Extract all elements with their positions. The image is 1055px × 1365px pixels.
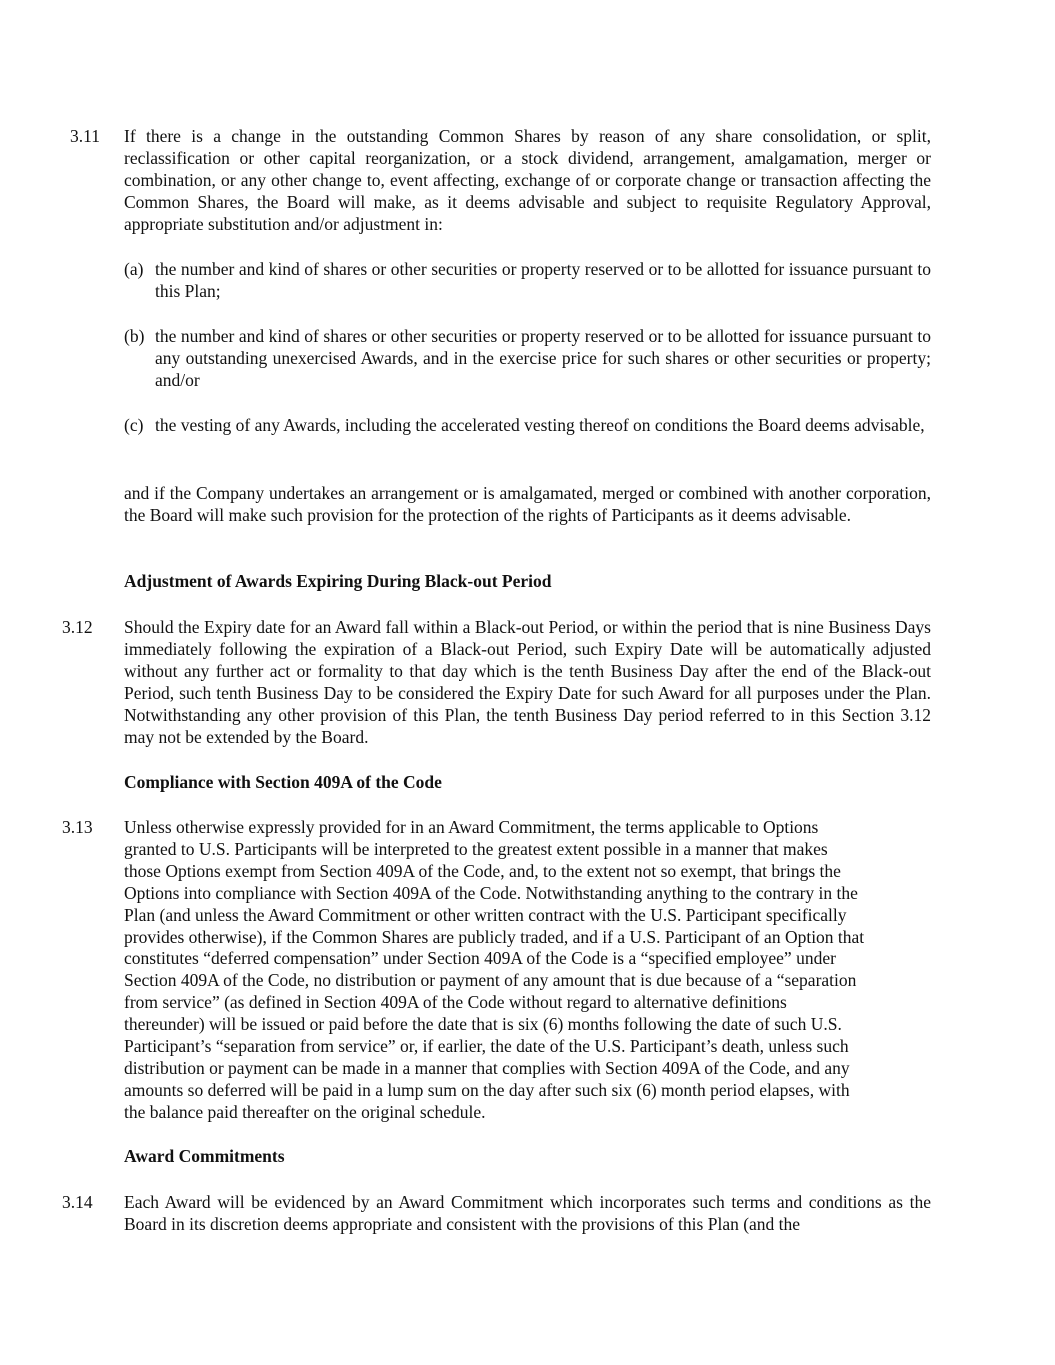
list-item-text: the number and kind of shares or other securities or property reserved or to be allotted for issuance pursuant to this Plan; (155, 259, 931, 301)
text-line: those Options exempt from Section 409A of the Code, and, to the extent not so exempt, that brings the (124, 860, 841, 881)
text-line: granted to U.S. Participants will be interpreted to the greatest extent possible in a manner that makes (124, 838, 828, 859)
text-line: Options into compliance with Section 409A of the Code. Notwithstanding anything to the contrary in the (124, 882, 858, 903)
text-line: the balance paid thereafter on the original schedule. (124, 1101, 486, 1122)
text-line: Participant’s “separation from service” or, if earlier, the date of the U.S. Participant’s death, unless such (124, 1036, 849, 1057)
section-3-13-text (124, 817, 934, 1124)
section-number: 3.14 (62, 1192, 93, 1212)
section-heading: Compliance with Section 409A of the Code (124, 772, 442, 792)
text-line: Plan (and unless the Award Commitment or other written contract with the U.S. Participant specifically (124, 904, 847, 925)
section-3-11-closing: and if the Company undertakes an arrangement or is amalgamated, merged or combined with another corporation, the Board will make such provision for the protection of the rights of Participants as it deems advisable. (124, 483, 931, 525)
text-line: constitutes “deferred compensation” under Section 409A of the Code is a “specified employee” under (124, 948, 836, 969)
section-number: 3.13 (62, 817, 93, 837)
list-item-label: (b) (124, 326, 145, 346)
text-line: Unless otherwise expressly provided for in an Award Commitment, the terms applicable to Options (124, 817, 819, 837)
list-item-text: the number and kind of shares or other securities or property reserved or to be allotted for issuance pursuant to any outstanding unexercised Awards, and in the exercise price for such shares or other securities or property; and/or (155, 326, 931, 390)
list-item-label: (a) (124, 259, 144, 279)
text-line: amounts so deferred will be paid in a lump sum on the day after such six (6) month period elapses, with (124, 1079, 850, 1100)
list-item-label: (c) (124, 415, 144, 435)
list-item-text: the vesting of any Awards, including the accelerated vesting thereof on conditions the Board deems advisable, (155, 415, 925, 435)
section-3-14-text: Each Award will be evidenced by an Award Commitment which incorporates such terms and conditions as the Board in its discretion deems appropriate and consistent with the provisions of this Plan (and the (124, 1192, 931, 1234)
section-heading: Award Commitments (124, 1146, 285, 1166)
text-line: provides otherwise), if the Common Shares are publicly traded, and if a U.S. Participant of an Option that (124, 926, 865, 947)
section-3-11-text: If there is a change in the outstanding Common Shares by reason of any share consolidation, or split, reclassification or other capital reorganization, or a stock dividend, arrangement, amalgamation, merger or combination, or any other change to, event affecting, exchange of or corporate change or transaction affecting the Common Shares, the Board will make, as it deems advisable and subject to requisite Regulatory Approval, appropriate substitution and/or adjustment in: (124, 126, 931, 234)
text-line: thereunder) will be issued or paid before the date that is six (6) months following the date of such U.S. (124, 1014, 842, 1035)
section-number: 3.11 (70, 126, 100, 146)
section-heading: Adjustment of Awards Expiring During Black-out Period (124, 571, 552, 591)
section-3-12-text: Should the Expiry date for an Award fall within a Black-out Period, or within the period that is nine Business Days immediately following the expiration of a Black-out Period, such Expiry Date will be automatically adjusted without any further act or formality to that day which is the tenth Business Day after the end of the Black-out Period, such tenth Business Day to be considered the Expiry Date for such Award for all purposes under the Plan. Notwithstanding any other provision of this Plan, the tenth Business Day period referred to in this Section 3.12 may not be extended by the Board. (124, 617, 931, 747)
text-line: distribution or payment can be made in a manner that complies with Section 409A of the Code, and any (124, 1057, 850, 1078)
section-number: 3.12 (62, 617, 93, 637)
text-line: from service” (as defined in Section 409A of the Code without regard to alternative definitions (124, 992, 787, 1013)
text-line: Section 409A of the Code, no distribution or payment of any amount that is due because of a “separation (124, 970, 857, 991)
